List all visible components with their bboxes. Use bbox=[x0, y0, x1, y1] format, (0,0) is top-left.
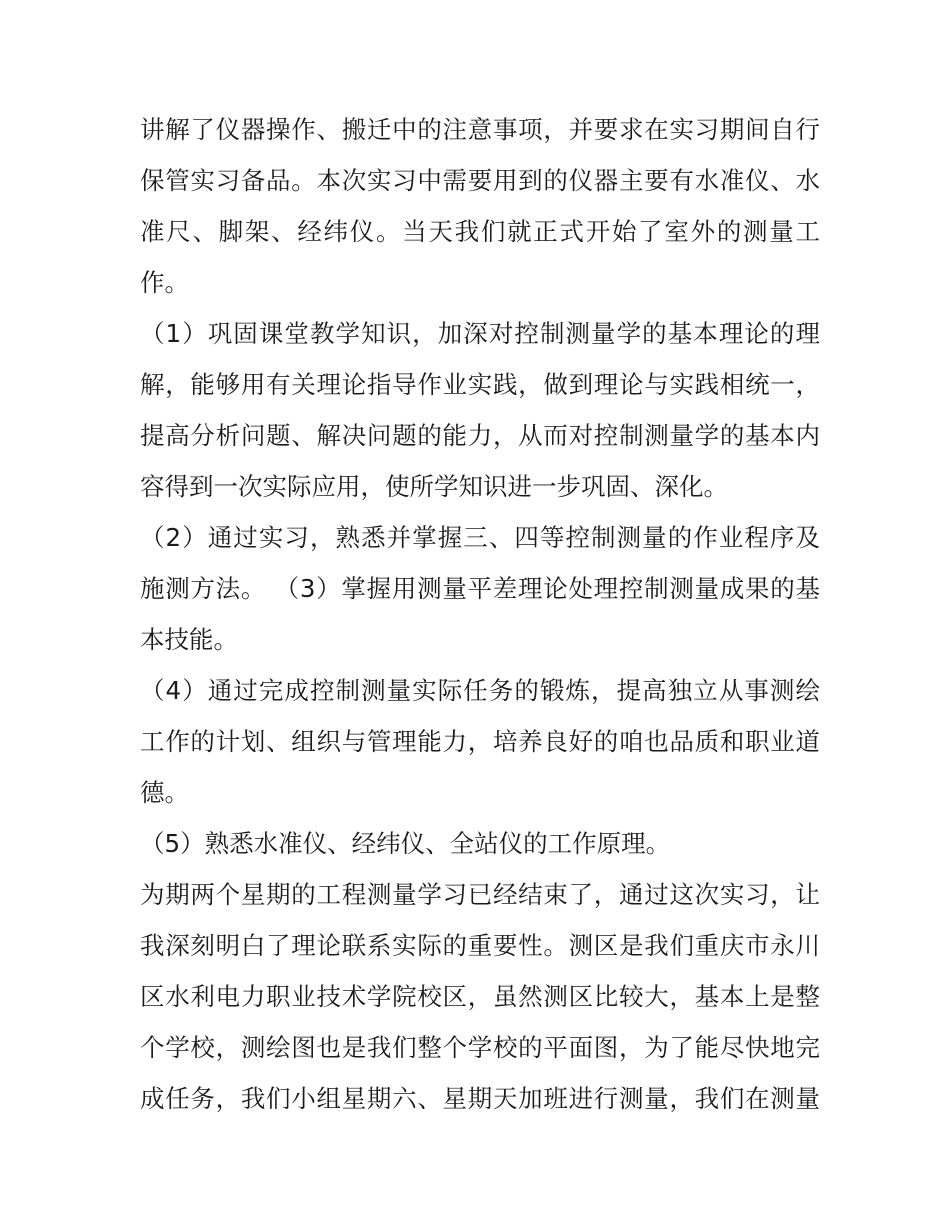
text-line-4: 作。 bbox=[140, 268, 189, 297]
text-line-20: 成任务，我们小组星期六、星期天加班进行测量，我们在测量 bbox=[140, 1084, 820, 1113]
text-line-6: 解，能够用有关理论指导作业实践，做到理论与实践相统一， bbox=[140, 370, 820, 399]
text-line-17: 我深刻明白了理论联系实际的重要性。测区是我们重庆市永川 bbox=[140, 931, 820, 960]
text-line-10: 施测方法。 （3）掌握用测量平差理论处理控制测量成果的基 bbox=[140, 574, 820, 603]
text-line-7: 提高分析问题、解决问题的能力，从而对控制测量学的基本内 bbox=[140, 421, 820, 450]
text-line-14: 德。 bbox=[140, 778, 189, 807]
text-line-11: 本技能。 bbox=[140, 625, 238, 654]
text-line-5: （1）巩固课堂教学知识，加深对控制测量学的基本理论的理 bbox=[140, 319, 820, 348]
text-line-13: 工作的计划、组织与管理能力，培养良好的咱也品质和职业道 bbox=[140, 727, 820, 756]
text-line-16: 为期两个星期的工程测量学习已经结束了，通过这次实习，让 bbox=[140, 880, 820, 909]
text-line-8: 容得到一次实际应用，使所学知识进一步巩固、深化。 bbox=[140, 472, 728, 501]
text-line-1: 讲解了仪器操作、搬迁中的注意事项，并要求在实习期间自行 bbox=[140, 115, 820, 144]
text-line-15: （5）熟悉水准仪、经纬仪、全站仪的工作原理。 bbox=[140, 829, 671, 858]
text-line-9: （2）通过实习，熟悉并掌握三、四等控制测量的作业程序及 bbox=[140, 523, 820, 552]
text-line-12: （4）通过完成控制测量实际任务的锻炼，提高独立从事测绘 bbox=[140, 676, 820, 705]
text-line-19: 个学校，测绘图也是我们整个学校的平面图，为了能尽快地完 bbox=[140, 1033, 820, 1062]
text-line-2: 保管实习备品。本次实习中需要用到的仪器主要有水准仪、水 bbox=[140, 166, 820, 195]
text-line-3: 准尺、脚架、经纬仪。当天我们就正式开始了室外的测量工 bbox=[140, 217, 820, 246]
text-line-18: 区水利电力职业技术学院校区，虽然测区比较大，基本上是整 bbox=[140, 982, 820, 1011]
